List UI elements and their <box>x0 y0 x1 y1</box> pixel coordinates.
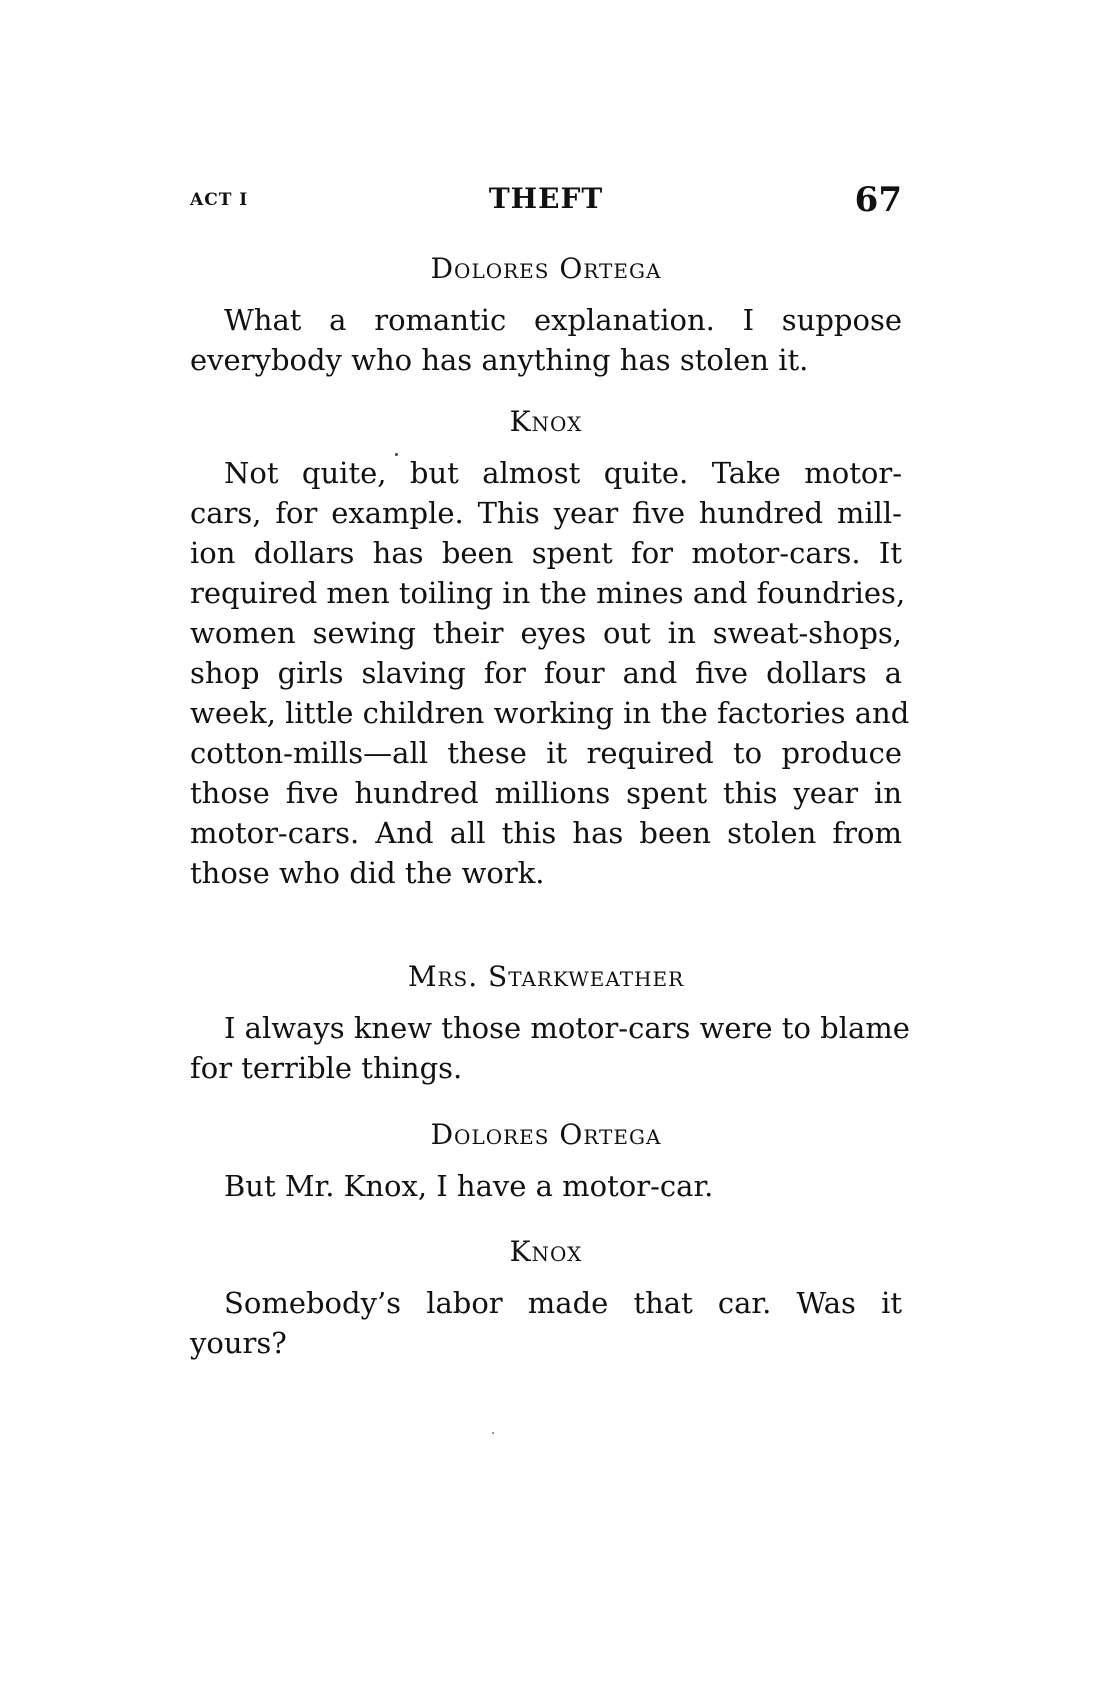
dialogue-line: cotton-mills—all these it required to produce <box>190 735 902 770</box>
dialogue-line: cars, for example. This year five hundred mill- <box>190 495 902 530</box>
dialogue-line: week, little children working in the factories and <box>190 695 910 730</box>
dialogue-line: for terrible things. <box>190 1050 463 1085</box>
dialogue-line: ion dollars has been spent for motor-cars. It <box>190 535 902 570</box>
dialogue-line: Not quite, but almost quite. Take motor- <box>224 455 902 490</box>
dialogue-line: required men toiling in the mines and foundries, <box>190 575 906 610</box>
dialogue-line: those who did the work. <box>190 855 545 890</box>
speech-block <box>190 1235 902 1363</box>
dialogue-line: I always knew those motor-cars were to blame <box>224 1010 910 1045</box>
speaker-name: Dolores Ortega <box>430 1118 662 1151</box>
dialogue-line: motor-cars. And all this has been stolen from <box>190 815 902 850</box>
speech-block <box>190 960 910 1088</box>
dialogue-line: But Mr. Knox, I have a motor-car. <box>224 1168 714 1203</box>
running-title: THEFT <box>488 182 604 215</box>
speaker-name: Knox <box>509 405 583 438</box>
speaker-name: Knox <box>509 1235 583 1268</box>
dialogue-line: What a romantic explanation. I suppose <box>224 302 902 337</box>
stray-mark <box>492 1432 494 1434</box>
dialogue-line: yours? <box>190 1325 287 1360</box>
speech-block <box>190 405 910 893</box>
dialogue-line: Somebody’s labor made that car. Was it <box>224 1285 902 1320</box>
dialogue-line: everybody who has anything has stolen it. <box>190 342 809 377</box>
dialogue-line: women sewing their eyes out in sweat-shops, <box>190 615 902 650</box>
act-label: ACT I <box>190 190 249 210</box>
running-header <box>190 182 902 232</box>
speaker-name: Dolores Ortega <box>430 252 662 285</box>
dialogue-line: those five hundred millions spent this year in <box>190 775 902 810</box>
dialogue-line: shop girls slaving for four and five dollars a <box>190 655 902 690</box>
page-number: 67 <box>854 180 902 220</box>
speech-block <box>190 252 902 380</box>
speaker-name: Mrs. Starkweather <box>407 960 685 993</box>
speech-block <box>190 1118 902 1206</box>
